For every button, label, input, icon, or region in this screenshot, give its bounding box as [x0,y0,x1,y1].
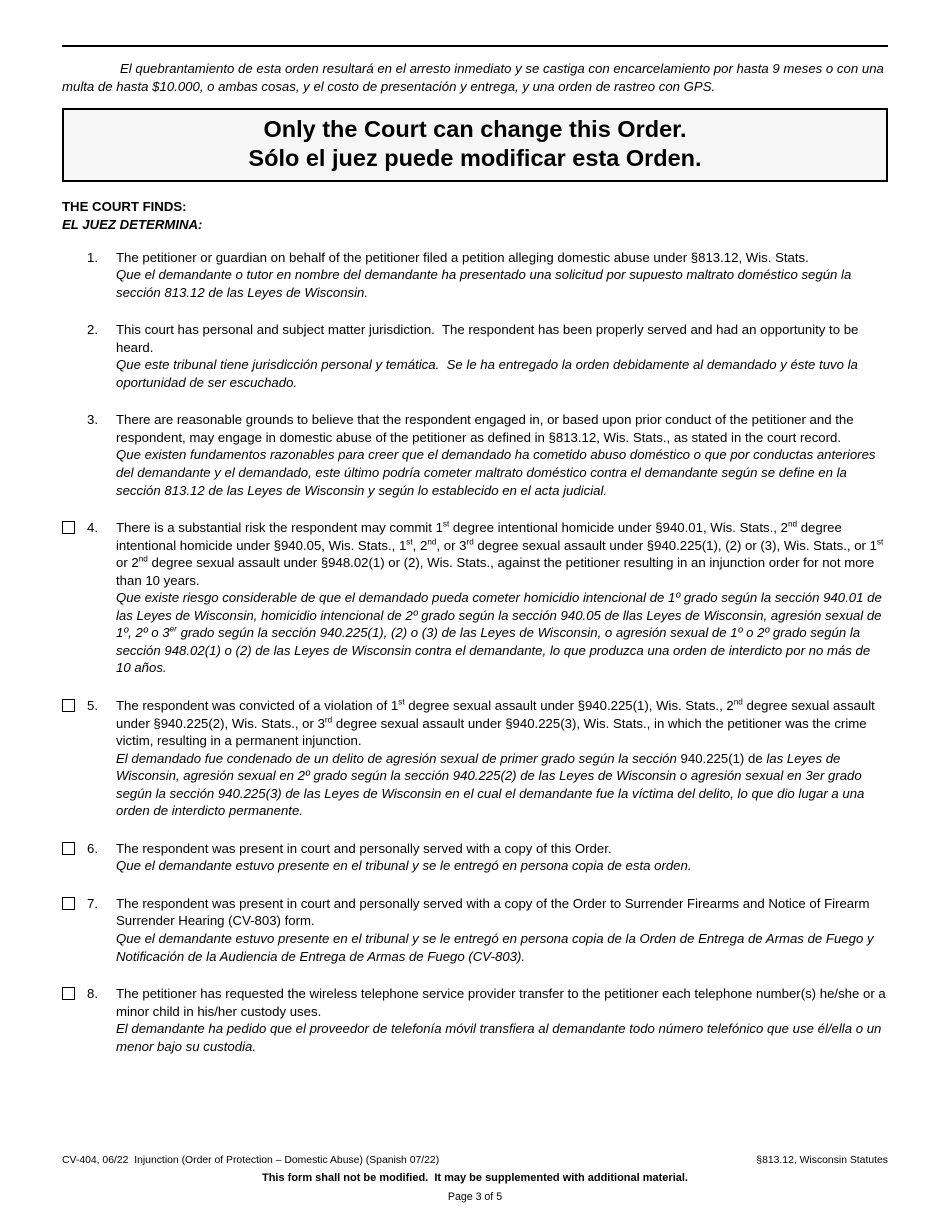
item-4-text [116,519,888,677]
item-8-number: 8. [87,986,98,1002]
item-8-text-en: The petitioner has requested the wireless telephone service provider transfer to the petitioner each telephone number(s) he/she or a minor child in his/her custody uses. [116,986,890,1019]
finding-item-1 [62,249,888,302]
finding-item-5 [62,697,888,820]
item-5-number: 5. [87,697,98,713]
item-8-text-es: El demandante ha pedido que el proveedor de telefonía móvil transfiera al demandante todo número telefónico que use él/ella o un menor bajo su custodia. [116,1021,886,1054]
item-8-checkbox[interactable] [62,987,75,1000]
order-change-banner [62,108,888,182]
page-number: Page 3 of 5 [447,1190,503,1203]
item-8-text [116,985,888,1055]
checkbox-spacer [62,411,87,499]
item-6-text [116,840,888,875]
item-1-text-en: The petitioner or guardian on behalf of the petitioner filed a petition alleging domestic abuse under §813.12, Wis. Stats. [116,249,809,265]
item-4-text-en: There is a substantial risk the respondent may commit 1st degree intentional homicide under §940.01, Wis. Stats., 2nd degree intentional homicide under §940.05, Wis. Stats., 1st, 2nd, or 3rd degree sexual assault under §940.225(1), (2) or (3), Wis. Stats., or 1st or 2nd degree sexual assault under §948.02(1) or (2), Wis. Stats., against the petitioner resulting in an injunction order for not more than 10 years. [116,519,887,588]
item-3-text-es: Que existen fundamentos razonables para creer que el demandado ha cometido abuso doméstico o que por conductas anteriores del demandante y el demandado, este último podría cometer maltrato doméstico contra el demandante según se define en la sección 813.12 de las Leyes de Wisconsin y según lo establecido en el acta judicial. [116,447,880,498]
item-7-text [116,895,888,965]
finding-item-6 [62,840,888,875]
item-2-text [116,321,888,391]
item-4-number: 4. [87,520,98,536]
item-1-text-es: Que el demandante o tutor en nombre del demandante ha presentado una solicitud por supuesto maltrato doméstico según la sección 813.12 de las Leyes de Wisconsin. [116,267,855,300]
findings-heading [62,198,888,233]
item-3-text [116,411,888,499]
item-7-checkbox[interactable] [62,897,75,910]
form-number: CV-404, 06/22 Injunction (Order of Protection – Domestic Abuse) (Spanish 07/22) [62,1155,440,1167]
page-footer [62,1154,888,1204]
item-4-checkbox[interactable] [62,521,75,534]
item-3-number: 3. [87,412,98,428]
statute-reference: §813.12, Wisconsin Statutes [756,1155,888,1167]
footer-meta-row [62,1154,888,1168]
checkbox-spacer [62,321,87,391]
item-5-checkbox[interactable] [62,699,75,712]
item-5-text [116,697,888,820]
item-6-text-en: The respondent was present in court and personally served with a copy of this Order. [116,840,612,856]
finding-item-3 [62,411,888,499]
warning-paragraph: El quebrantamiento de esta orden resultará en el arresto inmediato y se castiga con encarcelamiento por hasta 9 meses o con una multa de hasta $10.000, o ambas cosas, y el costo de presentación y entrega, y una orden de rastreo con GPS. [62,61,888,94]
item-7-text-en: The respondent was present in court and personally served with a copy of the Order to Surrender Firearms and Notice of Firearm Surrender Hearing (CV-803) form. [116,895,874,929]
finding-item-2 [62,321,888,391]
finding-item-7 [62,895,888,965]
item-2-number: 2. [87,322,98,338]
checkbox-cell [62,895,87,965]
banner-line-en: Only the Court can change this Order. [263,116,687,143]
item-2-text-es: Que este tribunal tiene jurisdicción personal y temática. Se le ha entregado la orden debidamente al demandado y éste tuvo la oportunidad de ser escuchado. [116,357,862,390]
item-5-text-es: El demandado fue condenado de un delito de agresión sexual de primer grado según la sección 940.225(1) de las Leyes de Wisconsin, agresión sexual en 2º grado según la sección 940.225(2) de las Leyes de Wisconsin o agresión sexual en 3er grado según la sección 940.225(3) de las Leyes de Wisconsin en el cual el demandante fue la víctima del delito, lo que dio lugar a una orden de interdicto permanente. [116,750,869,819]
item-1-text [116,249,888,302]
item-6-text-es: Que el demandante estuvo presente en el tribunal y se le entregó en persona copia de esta orden. [116,858,692,874]
findings-heading-en: THE COURT FINDS: [62,199,187,215]
findings-heading-es: EL JUEZ DETERMINA: [62,216,203,232]
item-6-checkbox[interactable] [62,842,75,855]
checkbox-cell [62,697,87,820]
top-divider [62,45,888,47]
item-1-number: 1. [87,249,98,265]
finding-item-8 [62,985,888,1055]
item-3-text-en: There are reasonable grounds to believe that the respondent engaged in, or based upon prior conduct of the petitioner and the respondent, may engage in domestic abuse of the petitioner as defined in §813.12, Wis. Stats., as stated in the court record. [116,412,858,445]
item-5-text-en: The respondent was convicted of a violation of 1st degree sexual assault under §940.225(1), Wis. Stats., 2nd degree sexual assault under §940.225(2), Wis. Stats., or 3rd degree sexual assault under §940.225(3), Wis. Stats., in which the petitioner was the crime victim, resulting in a permanent injunction. [116,697,879,749]
checkbox-cell [62,840,87,875]
item-7-text-es: Que el demandante estuvo presente en el tribunal y se le entregó en persona copia de la Orden de Entrega de Armas de Fuego y Notificación de la Audiencia de Entrega de Armas de Fuego (CV-803). [116,931,878,964]
banner-line-es: Sólo el juez puede modificar esta Orden. [248,144,702,171]
finding-item-4 [62,519,888,677]
checkbox-spacer [62,249,87,302]
findings-list [62,249,888,1056]
footer-notice: This form shall not be modified. It may be supplemented with additional material. [261,1172,688,1185]
item-7-number: 7. [87,895,98,911]
checkbox-cell [62,985,87,1055]
item-6-number: 6. [87,840,98,856]
item-4-text-es: Que existe riesgo considerable de que el demandado pueda cometer homicidio intencional de 1º grado según la sección 940.01 de las Leyes de Wisconsin, homicidio intencional de 2º grado según la sección 940.05 de llas Leyes de Wisconsin, agresión sexual de 1º, 2º o 3er grado según la sección 940.225(1), (2) o (3) de las Leyes de Wisconsin, o agresión sexual de 1º o 2º grado según la sección 948.02(1) o (2) de las Leyes de Wisconsin contra el demandante, lo que produzca una orden de interdicto por no más de 10 años. [116,590,886,676]
item-2-text-en: This court has personal and subject matter jurisdiction. The respondent has been properly served and had an opportunity to be heard. [116,322,863,355]
checkbox-cell [62,519,87,677]
